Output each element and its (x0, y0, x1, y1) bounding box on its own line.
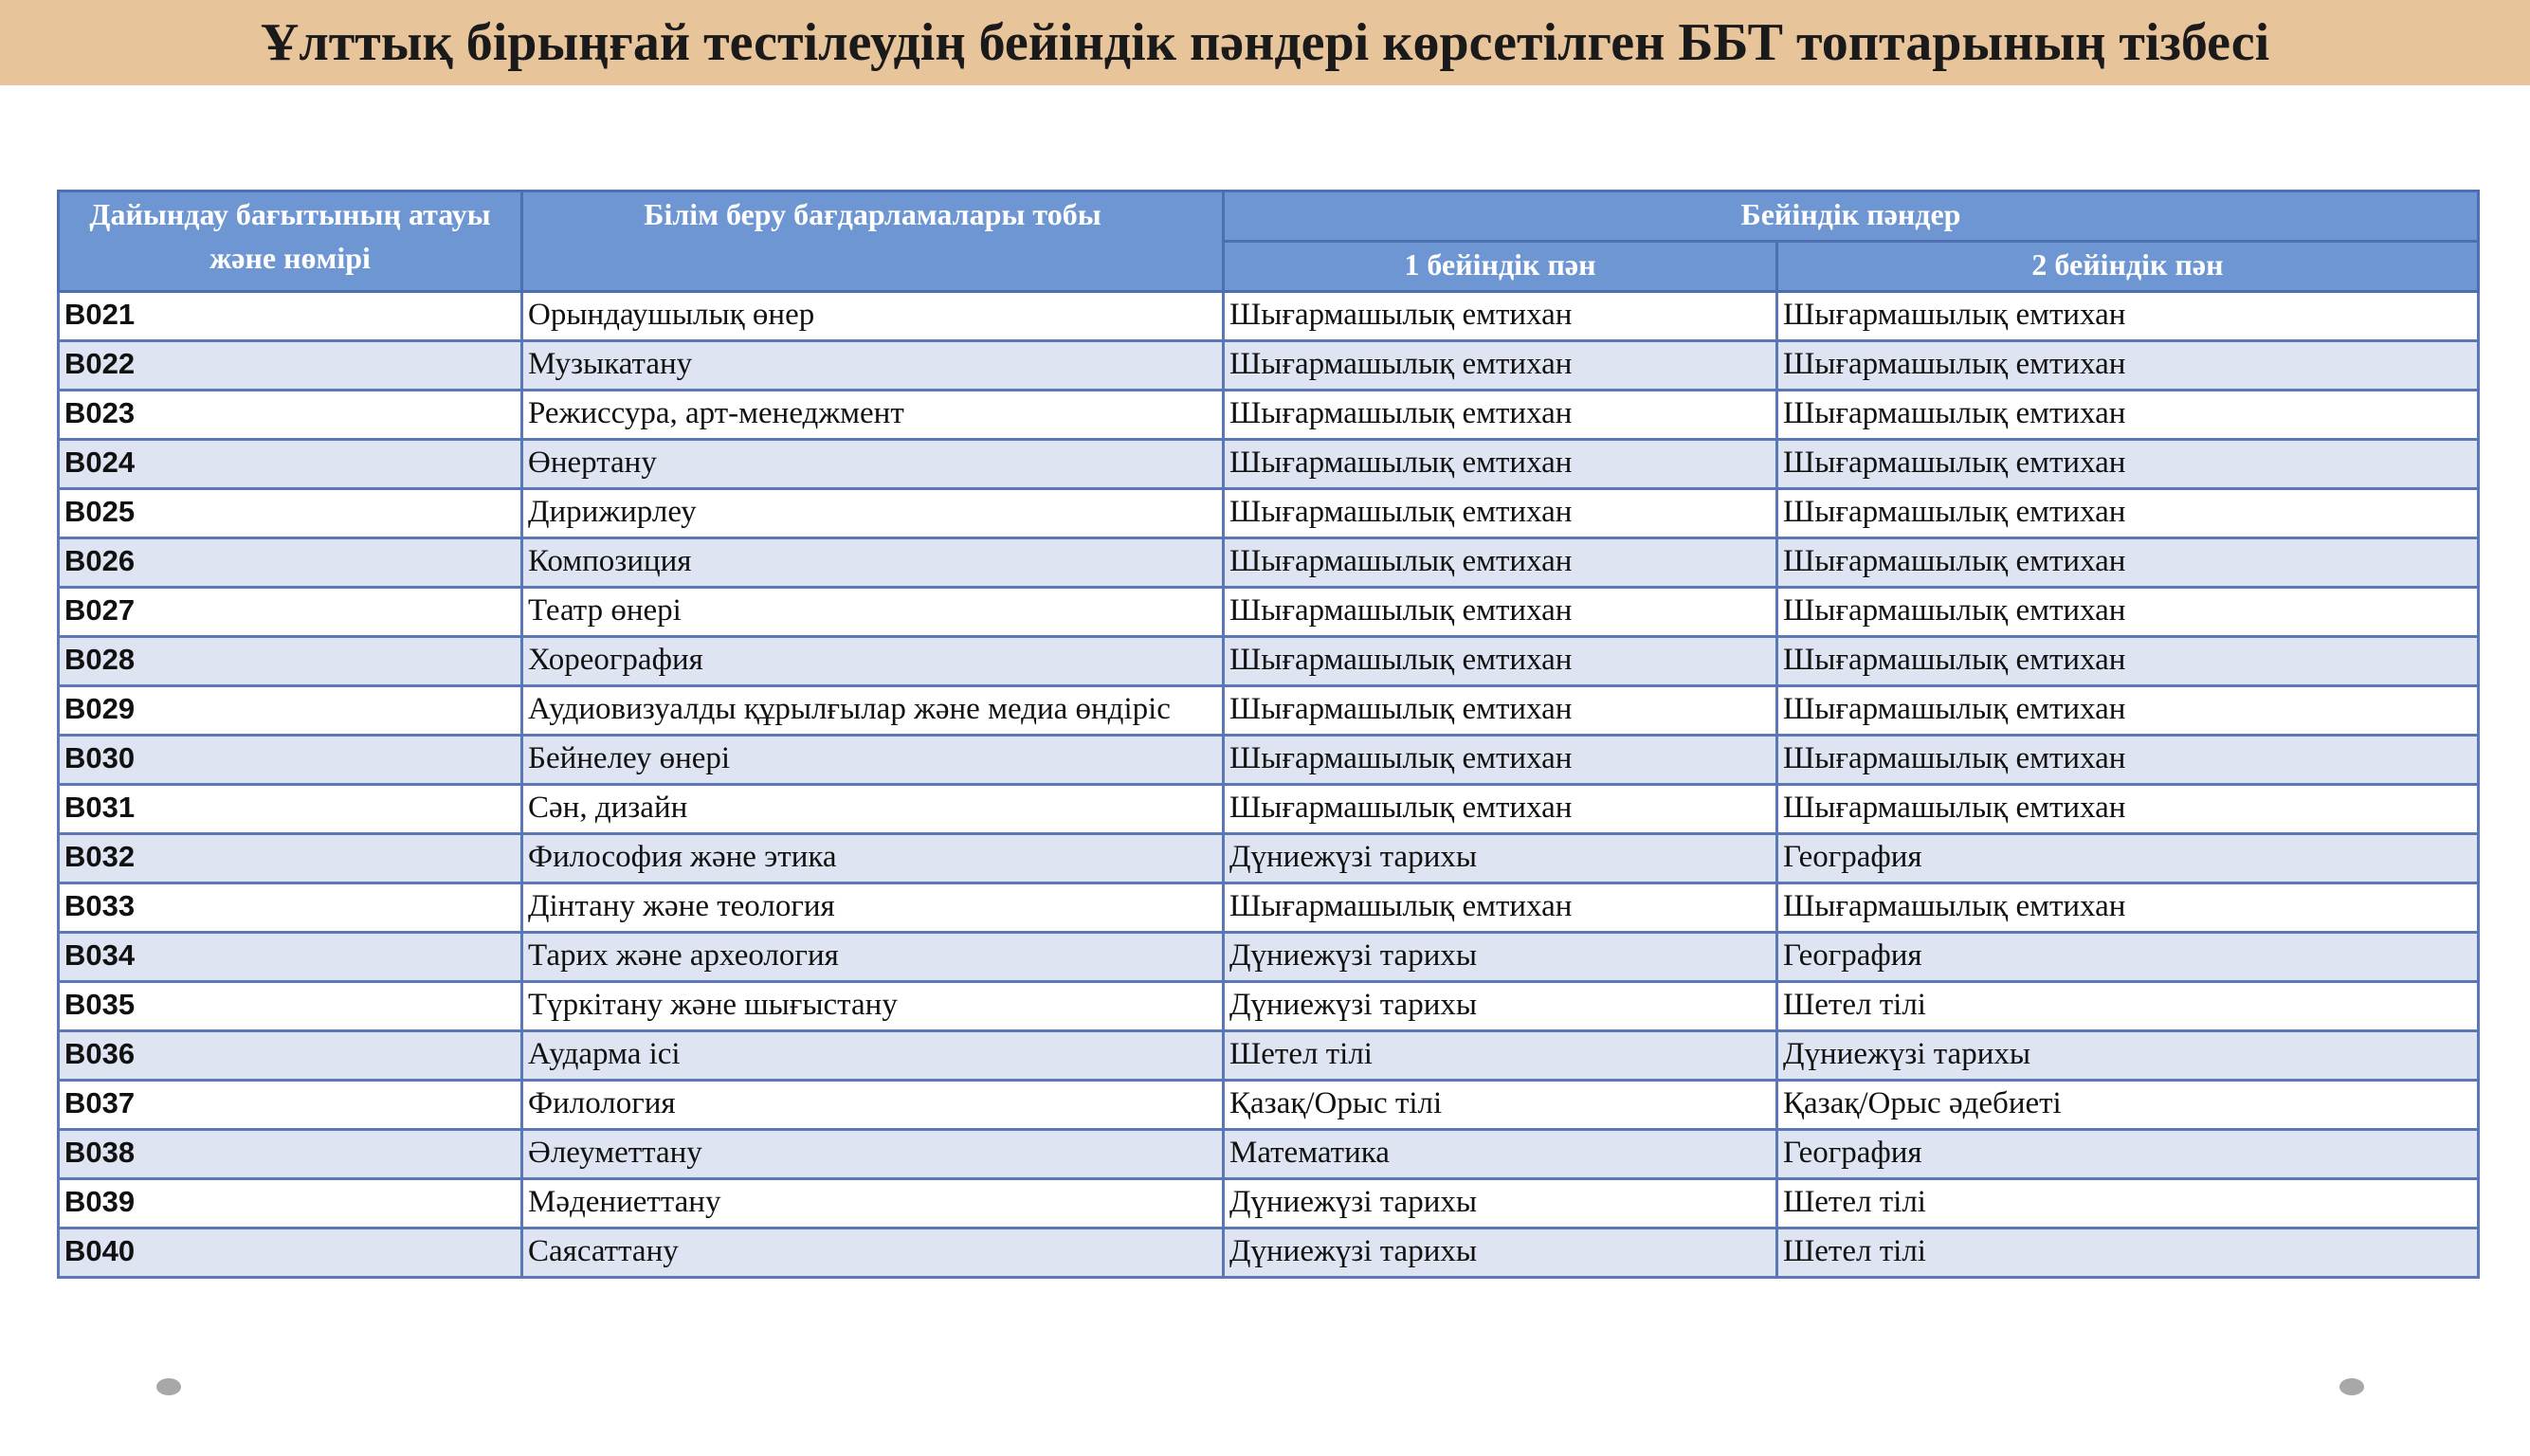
table-row (59, 834, 2479, 883)
cell-subject-2: Шығармашылық емтихан (1777, 883, 2479, 933)
cell-subject-1: Дүниежүзі тарихы (1224, 834, 1777, 883)
cell-code: B038 (59, 1130, 522, 1179)
cell-code: B028 (59, 637, 522, 686)
table-row (59, 1228, 2479, 1278)
cell-code: B025 (59, 489, 522, 538)
cell-program: Аударма ісі (522, 1031, 1224, 1081)
cell-code: B029 (59, 686, 522, 736)
cell-subject-1: Шығармашылық емтихан (1224, 538, 1777, 588)
cell-program: Бейнелеу өнері (522, 736, 1224, 785)
cell-program: Дінтану және теология (522, 883, 1224, 933)
table-row (59, 785, 2479, 834)
cell-subject-2: Шығармашылық емтихан (1777, 489, 2479, 538)
cell-subject-2: Шығармашылық емтихан (1777, 686, 2479, 736)
cell-subject-2: Дүниежүзі тарихы (1777, 1031, 2479, 1081)
page-title: Ұлттық бірыңғай тестілеудің бейіндік пәндері көрсетілген ББТ топтарының тізбесі (260, 13, 2270, 72)
table-row (59, 1179, 2479, 1228)
cell-subject-2: Қазақ/Орыс әдебиеті (1777, 1081, 2479, 1130)
table-row (59, 736, 2479, 785)
cell-subject-2: География (1777, 1130, 2479, 1179)
cell-code: B024 (59, 440, 522, 489)
cell-program: Сән, дизайн (522, 785, 1224, 834)
table-row (59, 1081, 2479, 1130)
cell-subject-1: Шығармашылық емтихан (1224, 883, 1777, 933)
cell-subject-1: Шығармашылық емтихан (1224, 588, 1777, 637)
cell-subject-1: Шығармашылық емтихан (1224, 440, 1777, 489)
cell-code: B023 (59, 391, 522, 440)
cell-code: B030 (59, 736, 522, 785)
cell-subject-1: Дүниежүзі тарихы (1224, 1179, 1777, 1228)
cell-program: Философия және этика (522, 834, 1224, 883)
cell-code: B034 (59, 933, 522, 982)
cell-subject-2: География (1777, 933, 2479, 982)
cell-subject-2: Шығармашылық емтихан (1777, 637, 2479, 686)
cell-code: B035 (59, 982, 522, 1031)
cell-subject-1: Шетел тілі (1224, 1031, 1777, 1081)
cell-subject-1: Дүниежүзі тарихы (1224, 933, 1777, 982)
cell-subject-2: Шығармашылық емтихан (1777, 391, 2479, 440)
cell-subject-1: Шығармашылық емтихан (1224, 637, 1777, 686)
cell-program: Тарих және археология (522, 933, 1224, 982)
cell-subject-2: Шетел тілі (1777, 1179, 2479, 1228)
cell-code: B039 (59, 1179, 522, 1228)
cell-program: Аудиовизуалды құрылғылар және медиа өндіріс (522, 686, 1224, 736)
table-row (59, 883, 2479, 933)
cell-subject-2: Шетел тілі (1777, 1228, 2479, 1278)
table-row (59, 933, 2479, 982)
table-row (59, 686, 2479, 736)
table-row (59, 440, 2479, 489)
title-bar (0, 0, 2530, 85)
cell-subject-1: Дүниежүзі тарихы (1224, 982, 1777, 1031)
header-direction: Дайындау бағытының атауы және нөмірі (59, 191, 522, 292)
cell-subject-1: Шығармашылық емтихан (1224, 736, 1777, 785)
cell-program: Филология (522, 1081, 1224, 1130)
cell-subject-2: Шығармашылық емтихан (1777, 440, 2479, 489)
cell-subject-1: Математика (1224, 1130, 1777, 1179)
cell-code: B031 (59, 785, 522, 834)
table-row (59, 982, 2479, 1031)
table-row (59, 391, 2479, 440)
cell-program: Композиция (522, 538, 1224, 588)
cell-subject-2: Шығармашылық емтихан (1777, 736, 2479, 785)
cell-code: B037 (59, 1081, 522, 1130)
cell-program: Театр өнері (522, 588, 1224, 637)
cell-subject-2: Шығармашылық емтихан (1777, 292, 2479, 341)
header-profile-subjects: Бейіндік пәндер (1224, 191, 2479, 242)
cell-program: Түркітану және шығыстану (522, 982, 1224, 1031)
header-subject-1: 1 бейіндік пән (1224, 242, 1777, 292)
cell-subject-1: Шығармашылық емтихан (1224, 785, 1777, 834)
cell-program: Саясаттану (522, 1228, 1224, 1278)
cell-program: Мәдениеттану (522, 1179, 1224, 1228)
cell-subject-1: Шығармашылық емтихан (1224, 489, 1777, 538)
cell-code: B021 (59, 292, 522, 341)
table-row (59, 538, 2479, 588)
table-row (59, 341, 2479, 391)
cell-subject-2: Шығармашылық емтихан (1777, 588, 2479, 637)
cell-subject-2: Шығармашылық емтихан (1777, 341, 2479, 391)
cell-subject-1: Қазақ/Орыс тілі (1224, 1081, 1777, 1130)
cell-subject-2: География (1777, 834, 2479, 883)
cell-program: Орындаушылық өнер (522, 292, 1224, 341)
cell-subject-2: Шетел тілі (1777, 982, 2479, 1031)
cell-code: B040 (59, 1228, 522, 1278)
left-dot (156, 1378, 181, 1395)
cell-subject-1: Шығармашылық емтихан (1224, 391, 1777, 440)
subjects-table (57, 190, 2480, 1279)
cell-program: Өнертану (522, 440, 1224, 489)
right-dot (2339, 1378, 2364, 1395)
cell-subject-1: Дүниежүзі тарихы (1224, 1228, 1777, 1278)
cell-program: Хореография (522, 637, 1224, 686)
table-row (59, 637, 2479, 686)
cell-code: B022 (59, 341, 522, 391)
header-subject-2: 2 бейіндік пән (1777, 242, 2479, 292)
cell-subject-1: Шығармашылық емтихан (1224, 686, 1777, 736)
cell-subject-2: Шығармашылық емтихан (1777, 785, 2479, 834)
cell-program: Режиссура, арт-менеджмент (522, 391, 1224, 440)
table-row (59, 1031, 2479, 1081)
table-row (59, 1130, 2479, 1179)
cell-program: Дирижирлеу (522, 489, 1224, 538)
cell-subject-1: Шығармашылық емтихан (1224, 341, 1777, 391)
table-body (59, 292, 2479, 1278)
cell-program: Музыкатану (522, 341, 1224, 391)
cell-code: B032 (59, 834, 522, 883)
cell-subject-1: Шығармашылық емтихан (1224, 292, 1777, 341)
cell-code: B033 (59, 883, 522, 933)
cell-code: B036 (59, 1031, 522, 1081)
table-row (59, 588, 2479, 637)
table-row (59, 489, 2479, 538)
table-row (59, 292, 2479, 341)
cell-program: Әлеуметтану (522, 1130, 1224, 1179)
header-program-group: Білім беру бағдарламалары тобы (522, 191, 1224, 292)
cell-code: B027 (59, 588, 522, 637)
cell-subject-2: Шығармашылық емтихан (1777, 538, 2479, 588)
cell-code: B026 (59, 538, 522, 588)
